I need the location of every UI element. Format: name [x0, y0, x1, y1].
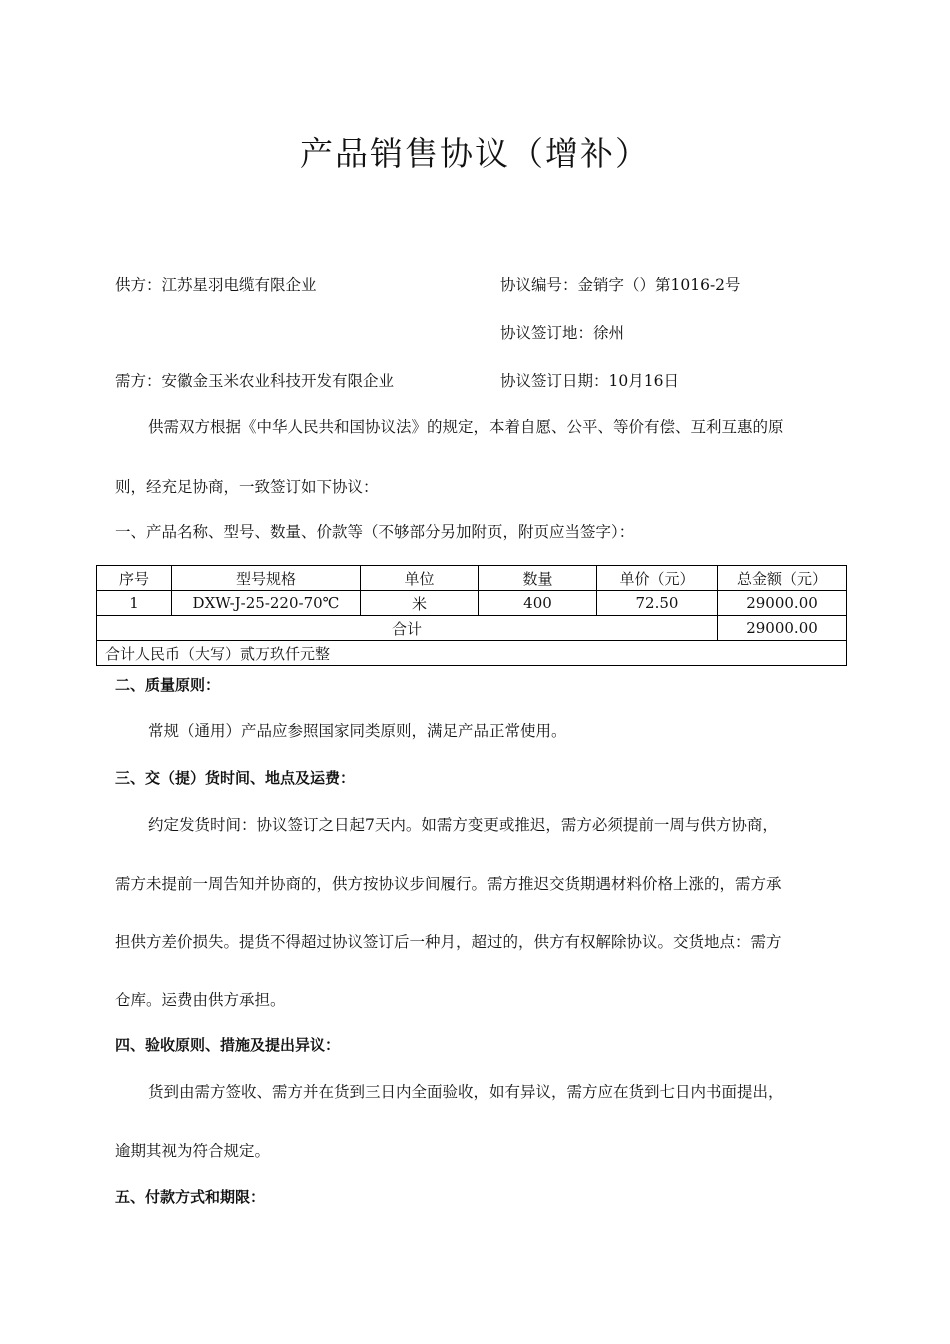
- table-cell: 1: [97, 591, 172, 616]
- sign-place: 协议签订地：徐州: [500, 324, 625, 342]
- section-1-heading: 一、产品名称、型号、数量、价款等（不够部分另加附页，附页应当签字）：: [115, 523, 635, 541]
- column-header: 序号: [97, 566, 172, 591]
- intro-line-2: 则，经充足协商，一致签订如下协议：: [115, 478, 379, 496]
- column-header: 总金额（元）: [718, 566, 847, 591]
- table-cell: 米: [361, 591, 479, 616]
- total-value: 29000.00: [718, 616, 847, 641]
- section-4-line-2: 逾期其视为符合规定。: [115, 1142, 271, 1160]
- table-cell: 72.50: [597, 591, 718, 616]
- section-5-heading: 五、付款方式和期限：: [115, 1188, 266, 1206]
- table-total-row: [97, 616, 847, 641]
- table-header-row: [97, 566, 847, 591]
- column-header: 数量: [479, 566, 597, 591]
- section-3-line-3: 担供方差价损失。提货不得超过协议签订后一种月，超过的，供方有权解除协议。交货地点：需方: [115, 933, 782, 951]
- sign-date: 协议签订日期：10月16日: [500, 372, 679, 390]
- table-cell: DXW-J-25-220-70℃: [172, 591, 361, 616]
- section-3-line-2: 需方未提前一周告知并协商的，供方按协议步间履行。需方推迟交货期遇材料价格上涨的，需方承: [115, 875, 782, 893]
- section-4-heading: 四、验收原则、措施及提出异议：: [115, 1036, 341, 1054]
- total-label: 合计: [97, 616, 718, 641]
- supplier-line: 供方：江苏星羽电缆有限企业: [115, 276, 317, 294]
- section-2-text: 常规（通用）产品应参照国家同类原则，满足产品正常使用。: [148, 722, 567, 740]
- section-4-line-1: 货到由需方签收、需方并在货到三日内全面验收，如有异议，需方应在货到七日内书面提出，: [148, 1083, 784, 1101]
- column-header: 型号规格: [172, 566, 361, 591]
- section-3-line-1: 约定发货时间：协议签订之日起7天内。如需方变更或推迟，需方必须提前一周与供方协商，: [148, 816, 778, 834]
- table-cell: 400: [479, 591, 597, 616]
- table-amount-words-row: [97, 641, 847, 666]
- table-row: [97, 591, 847, 616]
- column-header: 单价（元）: [597, 566, 718, 591]
- intro-line-1: 供需双方根据《中华人民共和国协议法》的规定，本着自愿、公平、等价有偿、互利互惠的原: [148, 418, 784, 436]
- column-header: 单位: [361, 566, 479, 591]
- amount-in-words: 合计人民币（大写）贰万玖仟元整: [97, 641, 847, 666]
- table-cell: 29000.00: [718, 591, 847, 616]
- contract-number: 协议编号：金销字（）第1016-2号: [500, 276, 741, 294]
- section-3-heading: 三、交（提）货时间、地点及运费：: [115, 769, 356, 787]
- section-3-line-4: 仓库。运费由供方承担。: [115, 991, 286, 1009]
- section-2-heading: 二、质量原则：: [115, 676, 221, 694]
- buyer-line: 需方：安徽金玉米农业科技开发有限企业: [115, 372, 395, 390]
- product-table: [96, 565, 847, 666]
- document-title: 产品销售协议（增补）: [300, 134, 650, 173]
